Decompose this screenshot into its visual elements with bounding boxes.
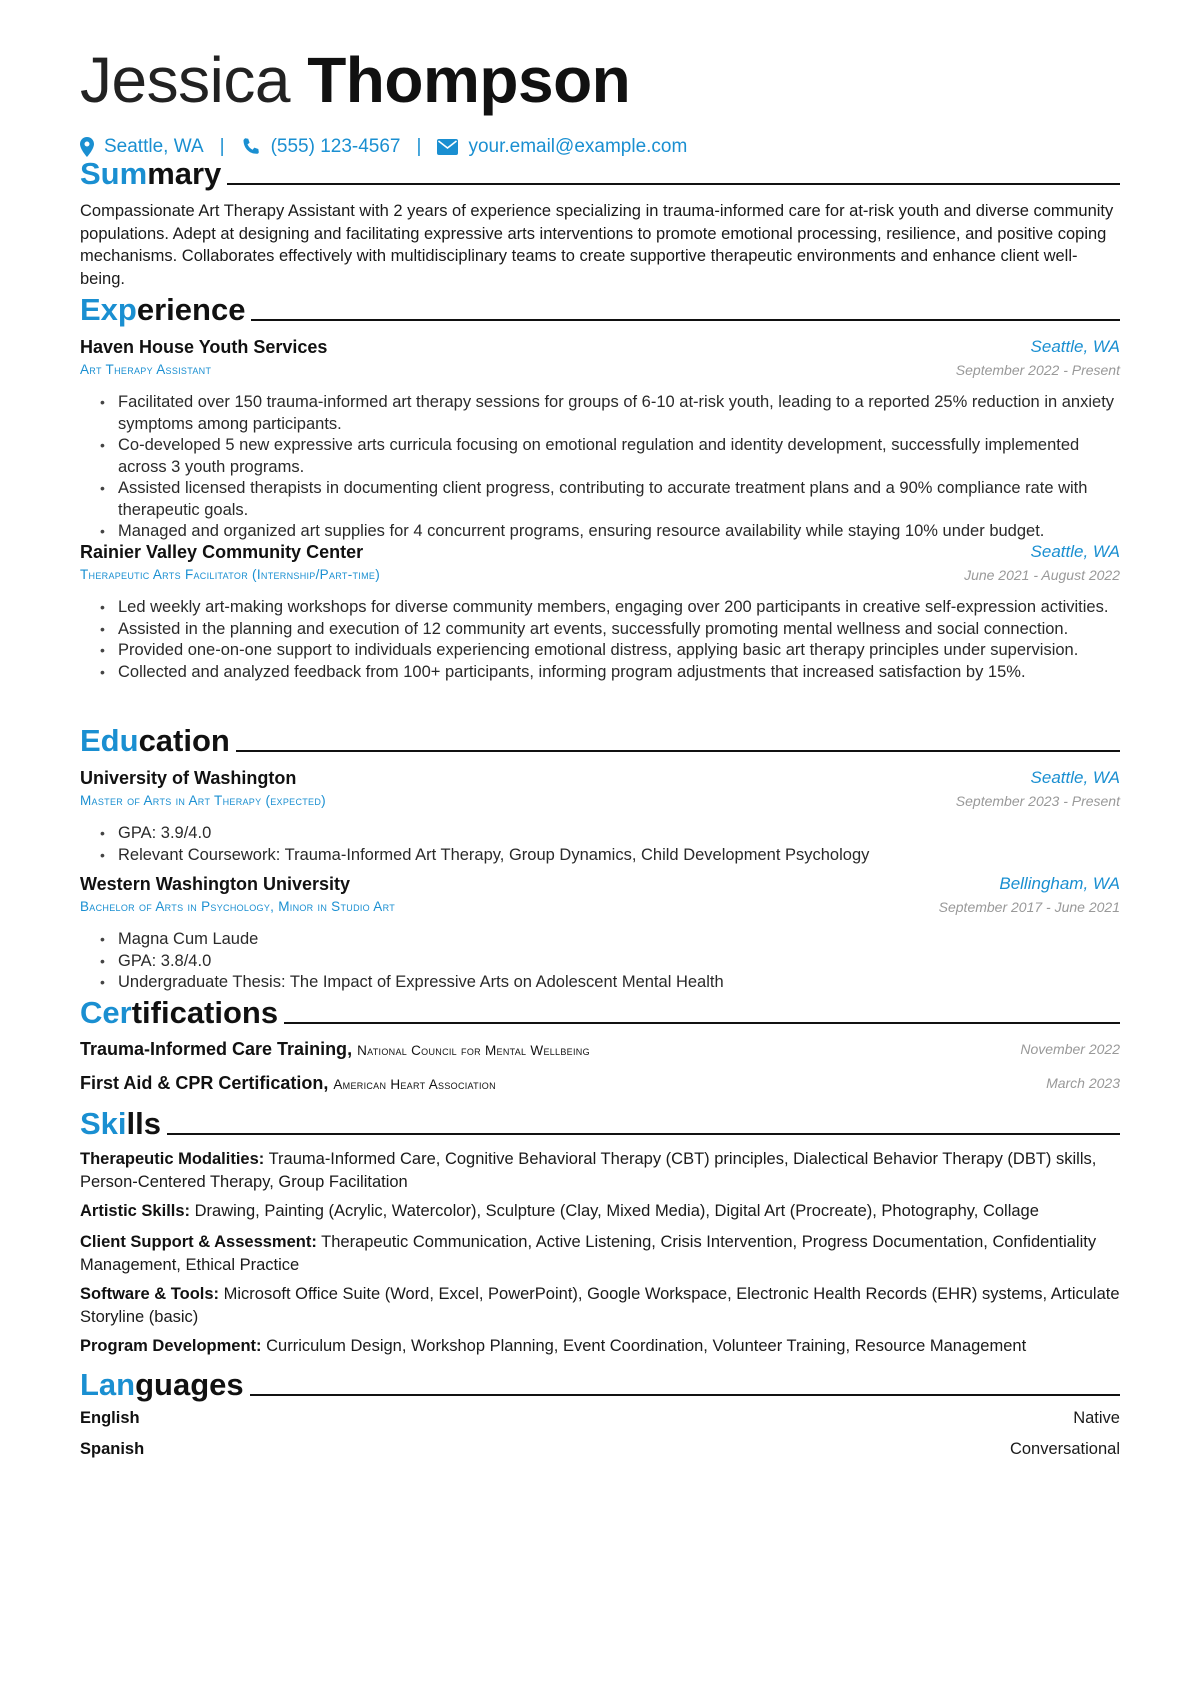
section-experience-heading: Experience [80,292,1120,328]
first-name: Jessica [80,44,290,116]
entry-location: Seattle, WA [1030,337,1120,356]
language-name: English [80,1409,140,1427]
certification-item: Trauma-Informed Care Training, National Council for Mental Wellbeing November 2022 [80,1039,1120,1059]
experience-bullets [100,597,1120,683]
list-item: • Relevant Coursework: Trauma-Informed Art Therapy, Group Dynamics, Child Development Psychology [100,845,1120,867]
job-title: Therapeutic Arts Facilitator (Internship/Part-time) [80,567,380,582]
institution-name: University of Washington [80,768,297,788]
certification-date: March 2023 [1046,1075,1120,1091]
entry-location: Seattle, WA [1030,768,1120,787]
list-item: • Facilitated over 150 trauma-informed art therapy sessions for groups of 6-10 at-risk youth, leading to a reported 25% reduction in anxiety symptoms among participants. [100,392,1120,435]
entry-dates: September 2023 - Present [955,793,1120,809]
skill-label: Software & Tools: [80,1285,220,1303]
entry-dates: June 2021 - August 2022 [964,567,1120,583]
email-link[interactable]: your.email@example.com [468,136,688,157]
last-name: Thompson [307,44,631,116]
list-item: • Managed and organized art supplies for 4 concurrent programs, ensuring resource availability while staying 10% under budget. [100,521,1120,543]
skill-value: Curriculum Design, Workshop Planning, Event Coordination, Volunteer Training, Resource Management [266,1337,1027,1355]
skill-value: Drawing, Painting (Acrylic, Watercolor), Sculpture (Clay, Mixed Media), Digital Art (Procreate), Photography, Collage [194,1202,1039,1220]
entry-location: Seattle, WA [1030,542,1120,561]
experience-bullets [100,392,1120,543]
section-rule [236,750,1120,752]
list-item: • Magna Cum Laude [100,929,1120,951]
section-summary-heading: Summary [80,156,1120,192]
summary-text: Compassionate Art Therapy Assistant with 2 years of experience specializing in trauma-informed care for at-risk youth and diverse community populations. Adept at designing and facilitating expressive arts interventions to promote emotional processing, resilience, and positive coping mechanisms. Collaborates effectively with multidisciplinary teams to create supportive therapeutic environments and enhance client well-being. [80,202,1114,288]
education-bullets [100,929,1120,994]
list-item: • Led weekly art-making workshops for diverse community members, engaging over 200 participants in creative self-expression activities. [100,597,1120,619]
section-rule [250,1394,1120,1396]
list-item: • GPA: 3.9/4.0 [100,823,1120,845]
list-item: • Assisted licensed therapists in documenting client progress, contributing to accurate treatment plans and a 90% compliance rate with therapeutic goals. [100,478,1120,521]
entry-dates: September 2017 - June 2021 [938,899,1120,915]
skill-row [80,1231,1120,1276]
language-row [80,1409,1120,1433]
skill-label: Program Development: [80,1337,262,1355]
section-languages-heading: Languages [80,1367,1120,1403]
language-level: Conversational [1009,1440,1120,1458]
section-rule [251,319,1120,321]
certification-item: First Aid & CPR Certification, American Heart Association March 2023 [80,1073,1120,1093]
skill-row [80,1283,1120,1328]
job-title: Art Therapy Assistant [80,362,212,377]
list-item: • GPA: 3.8/4.0 [100,951,1120,973]
degree-title: Master of Arts in Art Therapy (expected) [80,793,326,808]
separator: | [219,136,225,157]
section-rule [167,1133,1120,1135]
list-item: • Collected and analyzed feedback from 100+ participants, informing program adjustments that increased satisfaction by 15%. [100,662,1120,684]
skill-label: Client Support & Assessment: [80,1233,317,1251]
skill-label: Artistic Skills: [80,1202,191,1220]
entry-dates: September 2022 - Present [955,362,1120,378]
location-text: Seattle, WA [104,136,204,157]
skill-row [80,1200,1120,1223]
section-skills-heading: Skills [80,1106,1120,1142]
certification-name: Trauma-Informed Care Training [80,1039,348,1059]
language-row [80,1440,1120,1464]
language-level: Native [1073,1409,1120,1427]
institution-name: Western Washington University [80,874,351,894]
organization-name: Rainier Valley Community Center [80,542,364,562]
certification-date: November 2022 [1020,1041,1120,1057]
list-item: • Assisted in the planning and execution of 12 community art events, successfully promoting mental wellness and social connection. [100,619,1120,641]
language-name: Spanish [80,1440,145,1458]
list-item: • Undergraduate Thesis: The Impact of Expressive Arts on Adolescent Mental Health [100,972,1120,994]
separator: | [416,136,422,157]
organization-name: Haven House Youth Services [80,337,328,357]
skill-value: Therapeutic Communication, Active Listening, Crisis Intervention, Progress Documentation, Confidentiality Management, Ethical Practice [80,1233,1097,1274]
degree-title: Bachelor of Arts in Psychology, Minor in Studio Art [80,899,396,914]
section-rule [227,183,1120,185]
entry-location: Bellingham, WA [999,874,1120,893]
phone-icon [241,137,261,157]
certification-name: First Aid & CPR Certification [80,1073,324,1093]
skill-row [80,1335,1120,1358]
certification-issuer: National Council for Mental Wellbeing [357,1043,590,1058]
education-bullets [100,823,1120,866]
section-rule [284,1022,1120,1024]
certification-issuer: American Heart Association [333,1077,496,1092]
map-marker-icon [80,137,94,157]
skill-value: Microsoft Office Suite (Word, Excel, PowerPoint), Google Workspace, Electronic Health Records (EHR) systems, Articulate Storyline (basic) [80,1285,1120,1326]
candidate-name [80,40,630,120]
phone-text: (555) 123-4567 [270,136,401,157]
skill-value: Trauma-Informed Care, Cognitive Behavioral Therapy (CBT) principles, Dialectical Behavior Therapy (DBT) skills, Person-Centered Therapy, Group Facilitation [80,1150,1097,1191]
envelope-icon [437,139,458,155]
skill-label: Therapeutic Modalities: [80,1150,265,1168]
skill-row [80,1148,1120,1193]
section-education-heading: Education [80,723,1120,759]
section-certifications-heading: Certifications [80,995,1120,1031]
list-item: • Co-developed 5 new expressive arts curricula focusing on emotional regulation and identity development, successfully implemented across 3 youth programs. [100,435,1120,478]
list-item: • Provided one-on-one support to individuals experiencing emotional distress, applying basic art therapy principles under supervision. [100,640,1120,662]
